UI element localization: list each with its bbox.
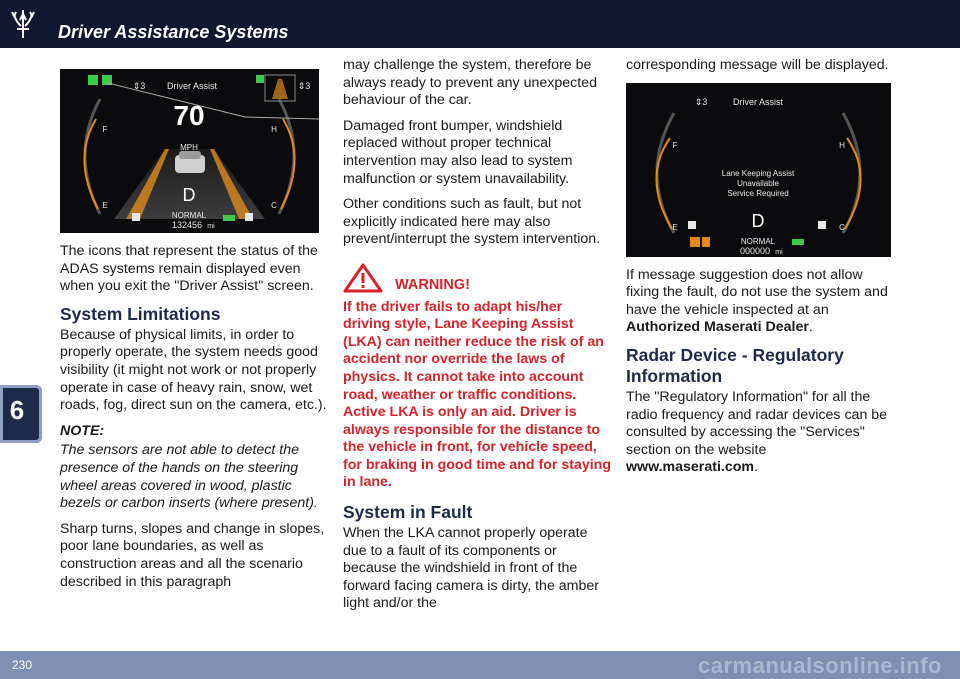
paragraph: corresponding message will be displayed. [626,57,889,73]
fault-message-line-2: Unavailable [737,178,779,188]
fault-message-line-1: Lane Keeping Assist [721,168,795,178]
cluster-odometer: 000000 [739,245,770,256]
gauge-label-c: C [271,201,277,210]
dealer-name: Authorized Maserati Dealer [626,319,809,336]
cluster-odometer-unit: mi [207,223,215,230]
warning-header [343,261,611,295]
cluster-gear: D [182,185,196,205]
column-3 [626,57,891,485]
paragraph-text: If message suggestion does not allow fixing the fault, do not use the system and have the vehicle inspected at an [626,266,888,318]
paragraph-end: . [808,319,813,336]
heading-system-limitations: System Limitations [60,303,221,324]
gauge-label-e: E [672,222,678,232]
cluster-drive-mode: NORMAL [171,211,207,220]
paragraph: The icons that represent the status of the ADAS systems remain displayed even when you exit the "Driver Assist" screen. [60,243,318,295]
website-link[interactable]: www.maserati.com [626,459,754,476]
gauge-label-h: H [839,140,845,150]
gauge-label-f: F [672,140,678,150]
gauge-label-f: F [102,125,108,134]
paragraph: Sharp turns, slopes and change in slopes, poor lane boundaries, as well as construction areas and all the scenario described in this paragraph [60,520,325,590]
fault-message-line-3: Service Required [727,188,789,198]
cluster-speed: 70 [173,100,205,131]
column-2 [343,57,611,621]
paragraph-end: . [754,459,758,476]
cluster-menu-arrow-right: ⇕3 [297,81,311,91]
instrument-cluster-image-fault [626,83,891,257]
paragraph: Damaged front bumper, windshield replaced without proper technical intervention may also lead to system malfunction or system unavailability. [343,117,573,187]
heading-radar-regulatory: Radar Device - Regulatory Information [626,344,844,386]
warning-icon [343,263,383,293]
cluster-menu-label: Driver Assist [732,96,783,107]
maserati-trident-logo [8,8,38,40]
gauge-label-e: E [102,201,108,210]
instrument-cluster-image-driver-assist [60,69,319,233]
page-header [0,0,960,48]
warning-label: WARNING! [395,276,470,293]
cluster-drive-mode: NORMAL [740,236,776,246]
paragraph [626,267,891,337]
chapter-number: 6 [9,395,25,425]
page-number: 230 [12,658,33,672]
chapter-tab[interactable] [0,385,42,443]
cluster-odometer-unit: mi [775,248,783,256]
paragraph: Because of physical limits, in order to properly operate, the system needs good visibility (it might not work or not properly operate in case of heavy rain, snow, wet roads, fog, direct sun on the camera, etc.). [60,326,327,414]
paragraph-text: The "Regulatory Information" for all the radio frequency and radar devices can be consulted by accessing the "Services" section on the website [626,388,888,458]
cluster-menu-arrow: ⇕3 [694,96,708,107]
cluster-menu-label: Driver Assist [166,81,217,91]
paragraph: Other conditions such as fault, but not explicitly indicated here may also prevent/interrupt the system intervention. [343,196,601,248]
gauge-label-c: C [839,222,845,232]
note-text: The sensors are not able to detect the presence of the hands on the steering wheel areas covered in wood, plastic bezels or carbon inserts (where present). [60,442,318,512]
heading-system-in-fault: System in Fault [343,502,473,523]
column-1 [60,57,330,599]
cluster-odometer: 132456 [171,220,202,230]
page-title: Driver Assistance Systems [58,22,289,42]
note-label: NOTE: [60,422,105,439]
paragraph: When the LKA cannot properly operate due to a fault of its components or because the windshield in front of the forward facing camera is dirty, the amber light and/or the [343,525,599,612]
paragraph [626,389,891,477]
gauge-label-h: H [271,125,277,134]
paragraph: may challenge the system, therefore be always ready to prevent any unexpected behaviour of the car. [343,57,597,109]
cluster-speed-unit: MPH [180,143,198,152]
cluster-menu-arrow: ⇕3 [132,81,146,91]
page-footer [0,651,960,679]
watermark: carmanualsonline.info [698,653,942,678]
cluster-gear: D [751,210,765,231]
warning-text: If the driver fails to adapt his/her driving style, Lane Keeping Assist (LKA) can neither reduce the risk of an accident nor override the laws of physics. It cannot take into account road, weather or traffic conditions. Active LKA is only an aid. Driver is always responsible for the distance to the vehicle in front, for vehicle speed, for braking in good time and for staying in lane. [343,298,611,491]
